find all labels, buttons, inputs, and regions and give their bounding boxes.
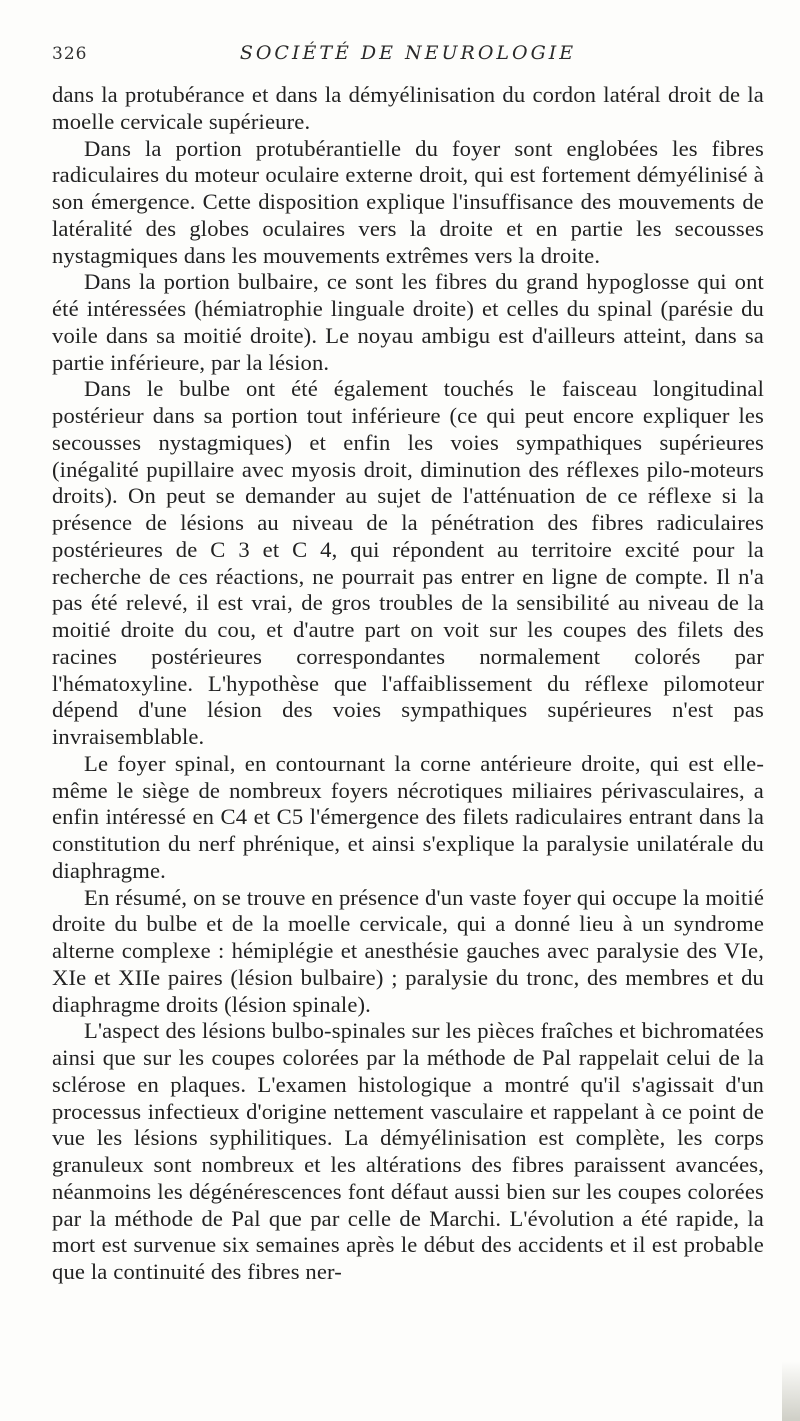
paragraph-continuation: dans la protubérance et dans la démyélinisation du cordon latéral droit de la moelle cervicale supérieure. — [52, 82, 764, 134]
paragraph-bulbe: Dans le bulbe ont été également touchés le faisceau longitudinal postérieur dans sa portion tout inférieure (ce qui peut encore expliquer les secousses nystagmiques) et enfin les voies sympathiques supérieures (inégalité pupillaire avec myosis droit, diminution des réflexes pilo-moteurs droits). On peut se demander au sujet de l'atténuation de ce réflexe si la présence de lésions au niveau de la pénétration des fibres radiculaires postérieures de C 3 et C 4, qui répondent au territoire excité pour la recherche de ces réactions, ne pourrait pas entrer en ligne de compte. Il n'a pas été relevé, il est vrai, de gros troubles de la sensibilité au niveau de la moitié droite du cou, et d'autre part on voit sur les coupes des filets des racines postérieures correspondantes normalement colorés par l'hématoxyline. L'hypothèse que l'affaiblissement du réflexe pilomoteur dépend d'une lésion des voies sympathiques supérieures n'est pas invraisemblable. — [52, 376, 764, 749]
paragraph-protuberance: Dans la portion protubérantielle du foyer sont englobées les fibres radiculaires du moteur oculaire externe droit, qui est fortement démyélinisé à son émergence. Cette disposition explique l'insuffisance des mouvements de latéralité des globes oculaires vers la droite et en partie les secousses nystagmiques dans les mouvements extrêmes vers la droite. — [52, 135, 764, 268]
page-number: 326 — [52, 44, 88, 64]
running-head: SOCIÉTÉ DE NEUROLOGIE — [239, 42, 577, 64]
page-edge-shadow — [782, 1361, 800, 1421]
paragraph-summary: En résumé, on se trouve en présence d'un vaste foyer qui occupe la moitié droite du bulbe et de la moelle cervicale, qui a donné lieu à un syndrome alterne complexe : hémiplégie et anesthésie gauches avec paralysie des VIe, XIe et XIIe paires (lésion bulbaire) ; paralysie du tronc, des membres et du diaphragme droits (lésion spinale). — [52, 884, 764, 1017]
page-header — [52, 40, 764, 70]
body-text — [52, 82, 764, 1286]
paragraph-spinal-focus: Le foyer spinal, en contournant la corne antérieure droite, qui est elle-même le siège de nombreux foyers nécrotiques miliaires périvasculaires, a enfin intéressé en C4 et C5 l'émergence des filets radiculaires entrant dans la constitution du nerf phrénique, et ainsi s'explique la paralysie unilatérale du diaphragme. — [52, 750, 764, 883]
paragraph-lesion-aspect: L'aspect des lésions bulbo-spinales sur les pièces fraîches et bichromatées ainsi que sur les coupes colorées par la méthode de Pal rappelait celui de la sclérose en plaques. L'examen histologique a montré qu'il s'agissait d'un processus infectieux d'origine nettement vasculaire et rappelant à ce point de vue les lésions syphilitiques. La démyélinisation est complète, les corps granuleux sont nombreux et les altérations des fibres paraissent avancées, néanmoins les dégénérescences font défaut aussi bien sur les coupes colorées par la méthode de Pal que par celle de Marchi. L'évolution a été rapide, la mort est survenue six semaines après le début des accidents et il est probable que la continuité des fibres ner- — [52, 1018, 764, 1284]
paragraph-bulbar-portion: Dans la portion bulbaire, ce sont les fibres du grand hypoglosse qui ont été intéressées (hémiatrophie linguale droite) et celles du spinal (parésie du voile dans sa moitié droite). Le noyau ambigu est d'ailleurs atteint, dans sa partie inférieure, par la lésion. — [52, 269, 764, 375]
